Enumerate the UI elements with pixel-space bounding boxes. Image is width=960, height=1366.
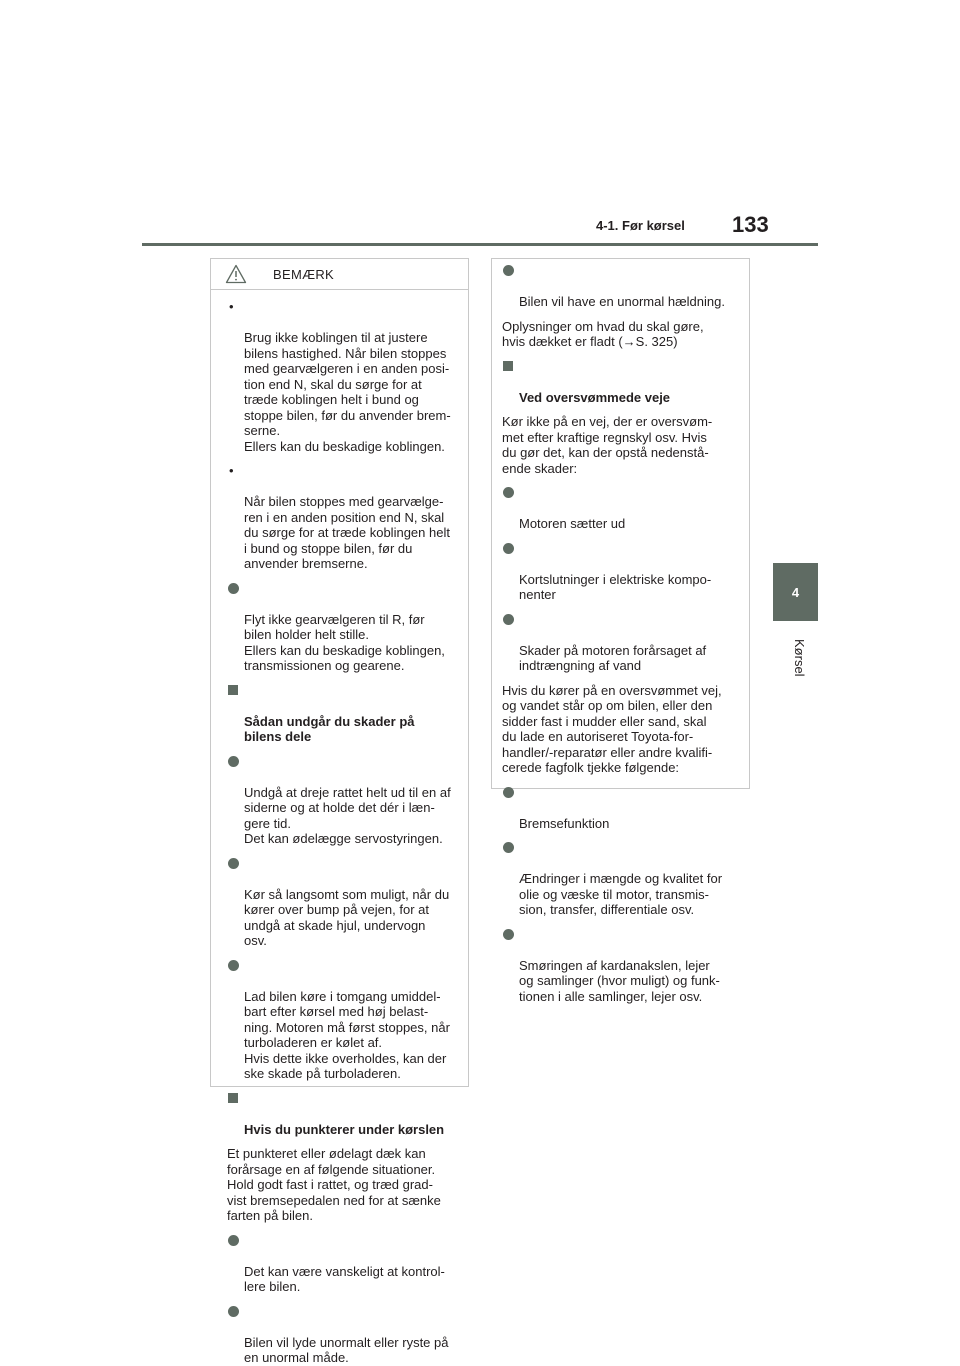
list-item-text: Det kan være vanskeligt at kontrol- lere bilen.	[244, 1263, 445, 1294]
circle-bullet-icon	[503, 929, 514, 940]
list-item	[502, 612, 739, 674]
section-heading-text: Ved oversvømmede veje	[519, 389, 671, 405]
dash-bullet: •	[229, 463, 234, 478]
list-item	[227, 754, 458, 847]
circle-bullet-icon	[228, 858, 239, 869]
circle-bullet-icon	[228, 756, 239, 767]
square-bullet-icon	[228, 685, 238, 695]
section-heading	[502, 359, 739, 406]
caution-title: BEMÆRK	[273, 266, 335, 282]
list-item-text: Motoren sætter ud	[519, 516, 626, 531]
list-item-text: Bremsefunktion	[519, 815, 610, 831]
chapter-label: Kørsel	[792, 639, 807, 677]
caution-body-continued	[502, 259, 739, 1004]
list-item	[227, 299, 458, 454]
list-item-text: Smøringen af kardanakslen, lejer og samlinger (hvor muligt) og funk- tionen i alle samlinger, lejer osv.	[519, 957, 720, 1004]
list-item-text: Undgå at dreje rattet helt ud til en af siderne og at holde det dér i læn- gere tid. Det kan ødelægge servostyringen.	[244, 784, 451, 846]
list-item-text: Ændringer i mængde og kvalitet for olie og væske til motor, transmis- sion, transfer, differentiale osv.	[519, 871, 723, 917]
circle-bullet-icon	[503, 543, 514, 554]
list-item	[502, 263, 739, 310]
section-heading	[227, 683, 458, 745]
list-item	[502, 785, 739, 832]
circle-bullet-icon	[503, 787, 514, 798]
circle-bullet-icon	[503, 265, 514, 276]
list-item-text: Bilen vil have en unormal hældning.	[519, 294, 725, 309]
circle-bullet-icon	[503, 842, 514, 853]
warning-triangle-icon	[225, 264, 247, 284]
dash-bullet: •	[229, 299, 234, 314]
section-heading-text: Sådan undgår du skader på bilens dele	[244, 713, 415, 744]
chapter-tab[interactable]	[773, 563, 818, 621]
circle-bullet-icon	[228, 583, 239, 594]
list-item	[227, 856, 458, 949]
list-item-text: Skader på motoren forårsaget af indtrængning af vand	[519, 642, 707, 673]
list-item	[227, 581, 458, 674]
header-rule	[142, 243, 818, 246]
list-item	[502, 840, 739, 918]
list-item	[502, 541, 739, 603]
circle-bullet-icon	[503, 487, 514, 498]
list-item-text: Kortslutninger i elektriske kompo- nenter	[519, 571, 712, 602]
circle-bullet-icon	[228, 960, 239, 971]
list-item	[227, 958, 458, 1082]
list-item	[227, 463, 458, 572]
circle-bullet-icon	[228, 1306, 239, 1317]
paragraph: Hvis du kører på en oversvømmet vej, og vandet står op om bilen, eller den sidder fast i mudder eller sand, skal du lade en autoriseret Toyota-for- handler/-reparatør eller andre kvalifi- cerede fagfolk tjekke følgende:	[502, 682, 722, 775]
section-heading-text: Hvis du punkterer under kørslen	[244, 1121, 445, 1137]
list-item	[502, 485, 739, 532]
chapter-number: 4	[791, 584, 800, 600]
square-bullet-icon	[503, 361, 513, 371]
caution-body	[211, 290, 468, 1366]
list-item-text: Lad bilen køre i tomgang umiddel- bart efter kørsel med høj belast- ning. Motoren må først stoppes, når turboladeren er kølet af. Hvis dette ikke overholdes, kan der ske skade på turboladeren.	[244, 988, 450, 1081]
list-item	[227, 1233, 458, 1295]
list-item-text: Når bilen stoppes med gearvælge- ren i en anden position end N, skal du sørge for at træde koblingen helt i bund og stoppe bilen, før du anvender bremserne.	[244, 494, 450, 571]
section-heading	[227, 1091, 458, 1138]
paragraph: Et punkteret eller ødelagt dæk kan forårsage en af følgende situationer. Hold godt fast i rattet, og træd grad- vist bremsepedalen ned for at sænke farten på bilen.	[227, 1146, 441, 1223]
caution-box-continued	[491, 258, 750, 1004]
paragraph: Kør ikke på en vej, der er oversvøm- met efter kraftige regnskyl osv. Hvis du gør det, kan der opstå nedenstå- ende skader:	[502, 414, 713, 476]
list-item-text: Bilen vil lyde unormalt eller ryste på en unormal måde.	[244, 1334, 449, 1365]
circle-bullet-icon	[503, 614, 514, 625]
list-item-text: Flyt ikke gearvælgeren til R, før bilen holder helt stille. Ellers kan du beskadige koblingen, transmissionen og gearene.	[244, 611, 445, 673]
circle-bullet-icon	[228, 1235, 239, 1246]
list-item	[502, 927, 739, 1005]
section-title: 4-1. Før kørsel	[596, 218, 685, 233]
paragraph: Oplysninger om hvad du skal gøre, hvis dækket er fladt (→S. 325)	[502, 318, 704, 349]
list-item-text: Brug ikke koblingen til at justere bilens hastighed. Når bilen stoppes med gearvælgeren i en anden posi- tion end N, skal du sørge for at træde koblingen helt i bund og stoppe bilen, før du anvender brem- serne. Ellers kan du beskadige koblingen.	[244, 330, 451, 454]
page-number: 133	[732, 212, 769, 237]
list-item-text: Kør så langsomt som muligt, når du kører over bump på vejen, for at undgå at skade hjul, undervogn osv.	[244, 886, 450, 948]
list-item	[227, 1304, 458, 1366]
caution-box	[210, 258, 469, 1365]
square-bullet-icon	[228, 1093, 238, 1103]
caution-header	[211, 259, 468, 290]
